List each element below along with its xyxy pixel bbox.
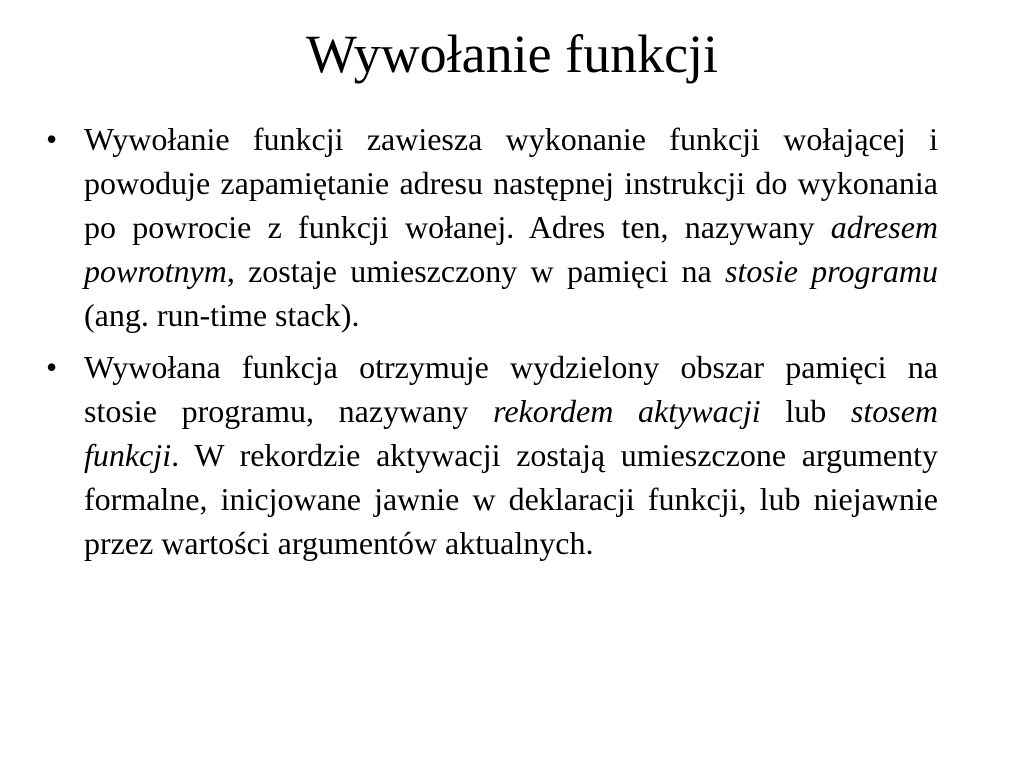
bullet-icon: • — [46, 349, 58, 385]
text-segment: Wywołana funkcja otrzymuje wydzielony obszar pamięci na stosie programu, nazywany — [84, 349, 938, 429]
term-activation-record: rekordem aktywacji — [493, 393, 761, 429]
text-segment: , zostaje umieszczony w pamięci na — [226, 253, 725, 289]
bullet-item-call-suspends — [40, 117, 938, 337]
term-return-address: adresem powrotnym — [84, 209, 938, 289]
bullet-list — [40, 117, 938, 573]
bullet-text — [84, 121, 938, 333]
text-segment: . W rekordzie aktywacji zostają umieszczone argumenty formalne, inicjowane jawnie w deklaracji funkcji, lub niejawnie przez wartości argumentów aktualnych. — [84, 437, 938, 561]
term-program-stack: stosie programu — [725, 253, 939, 289]
slide-title: Wywołanie funkcji — [305, 24, 719, 84]
text-segment: Wywołanie funkcji zawiesza wykonanie funkcji wołającej i powoduje zapamiętanie adresu następnej instrukcji do wykonania po powrocie z funkcji wołanej. Adres ten, nazywany — [84, 121, 938, 245]
bullet-icon: • — [46, 121, 58, 157]
bullet-text — [84, 349, 938, 561]
term-function-stack: stosem funkcji — [84, 393, 939, 473]
bullet-item-activation-record — [40, 345, 938, 565]
text-segment: (ang. run-time stack). — [84, 297, 360, 333]
text-segment: lub — [760, 393, 851, 429]
